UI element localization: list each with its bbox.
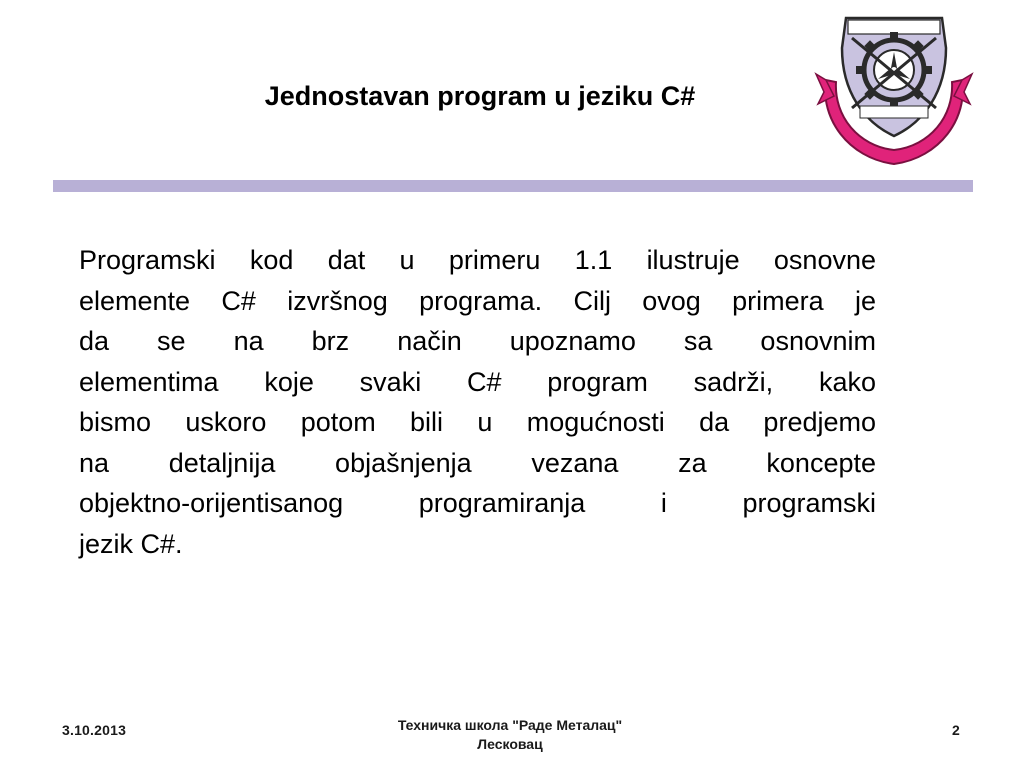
body-line: objektno-orijentisanog programiranja i programski: [79, 488, 876, 518]
page-number: 2: [952, 722, 960, 738]
slide-title: Jednostavan program u jeziku C#: [264, 81, 696, 111]
body-line: da se na brz način upoznamo sa osnovnim: [79, 326, 876, 356]
footer-school: [330, 716, 690, 754]
body-paragraph: [79, 240, 876, 564]
body-line: jezik C#.: [79, 528, 183, 559]
footer-school-city: Лесковац: [477, 736, 543, 752]
footer-school-name: Техничка школа "Раде Металац": [397, 717, 623, 733]
school-emblem-icon: [812, 8, 976, 170]
title-divider: [53, 180, 973, 192]
body-line: bismo uskoro potom bili u mogućnosti da predjemo: [79, 407, 876, 437]
footer-date: 3.10.2013: [62, 722, 127, 738]
body-line: elemente C# izvršnog programa. Cilj ovog primera je: [79, 285, 876, 316]
body-line: Programski kod dat u primeru 1.1 ilustruje osnovne: [79, 245, 876, 275]
body-line: na detaljnija objašnjenja vezana za koncepte: [79, 447, 876, 478]
body-line: elementima koje svaki C# program sadrži, kako: [79, 366, 876, 397]
